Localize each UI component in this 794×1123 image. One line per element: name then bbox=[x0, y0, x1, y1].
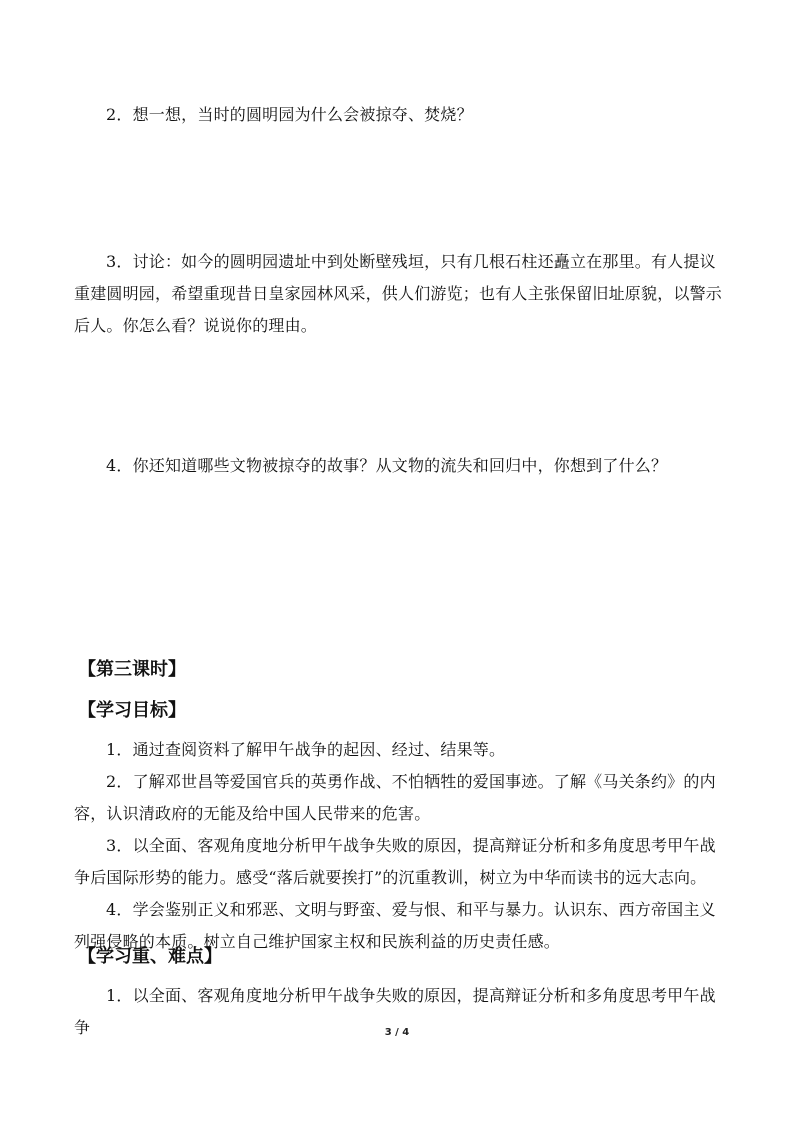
lesson-3-heading: 【第三课时】 bbox=[78, 659, 186, 680]
question-3: 3．讨论：如今的圆明园遗址中到处断壁残垣，只有几根石柱还矗立在那里。有人提议重建圆明园，希望重现昔日皇家园林风采，供人们游览；也有人主张保留旧址原貌，以警示后人。你怎么看？说说你的理由。 bbox=[74, 252, 723, 335]
key-points-heading: 【学习重、难点】 bbox=[78, 946, 222, 967]
key-point-item: 1．以全面、客观角度地分析甲午战争失败的原因，提高辩证分析和多角度思考甲午战争 bbox=[74, 986, 716, 1037]
objective-item: 3．以全面、客观角度地分析甲午战争失败的原因，提高辩证分析和多角度思考甲午战争后国际形势的能力。感受“落后就要挨打”的沉重教训，树立为中华而读书的远大志向。 bbox=[74, 836, 716, 887]
question-4: 4．你还知道哪些文物被掠夺的故事？从文物的流失和回归中，你想到了什么？ bbox=[106, 456, 668, 475]
objective-item: 1．通过查阅资料了解甲午战争的起因、经过、结果等。 bbox=[106, 740, 506, 759]
objective-item: 4．学会鉴别正义和邪恶、文明与野蛮、爱与恨、和平与暴力。认识东、西方帝国主义列强侵略的本质。树立自己维护国家主权和民族利益的历史责任感。 bbox=[74, 900, 716, 951]
objectives-heading: 【学习目标】 bbox=[78, 700, 186, 721]
objective-item: 2．了解邓世昌等爱国官兵的英勇作战、不怕牺牲的爱国事迹。了解《马关条约》的内容，认识清政府的无能及给中国人民带来的危害。 bbox=[74, 772, 716, 823]
page-number: 3 / 4 bbox=[384, 1027, 410, 1038]
question-2: 2．想一想，当时的圆明园为什么会被掠夺、焚烧？ bbox=[106, 105, 473, 124]
